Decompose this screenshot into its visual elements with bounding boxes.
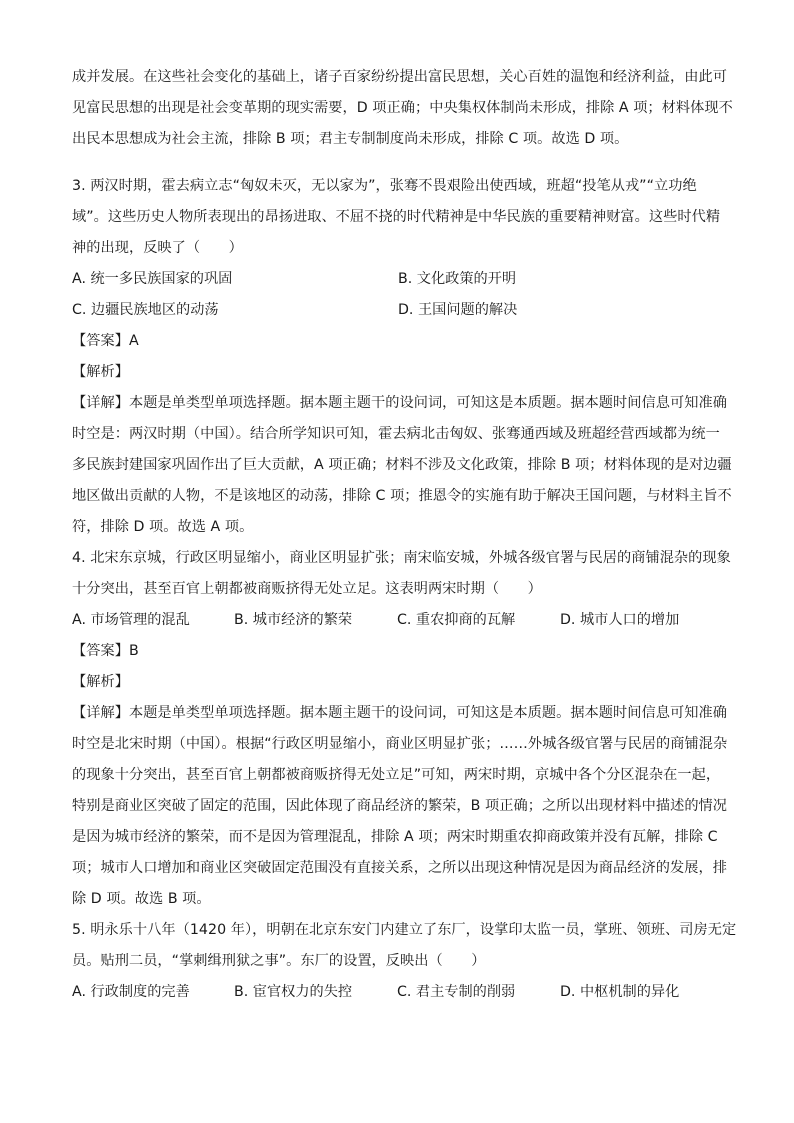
detail-line: 【详解】本题是单类型单项选择题。据本题主题干的设问词，可知这是本质题。据本题时间信息可知准确 (72, 705, 727, 721)
question-stem-line: 域”。这些历史人物所表现出的昂扬进取、不屈不挠的时代精神是中华民族的重要精神财富。这些时代精 (72, 209, 721, 225)
question-stem-line: 神的出现，反映了（ ） (72, 240, 243, 256)
option-a: A. 行政制度的完善 (72, 984, 190, 1000)
options-row (72, 264, 724, 295)
question-4 (72, 543, 731, 915)
detail-line: 时空是北宋时期（中国）。根据“行政区明显缩小，商业区明显扩张；……外城各级官署与民居的商铺混杂 (72, 736, 728, 752)
intro-paragraph (72, 62, 733, 155)
options-row (72, 977, 724, 1008)
analysis-label: 【解析】 (72, 364, 129, 380)
option-a: A. 统一多民族国家的巩固 (72, 271, 233, 287)
document-page (72, 62, 737, 1008)
options-row (72, 295, 724, 326)
option-b: B. 城市经济的繁荣 (234, 612, 353, 628)
detail-line: 多民族封建国家巩固作出了巨大贡献，A 项正确；材料不涉及文化政策，排除 B 项；材料体现的是对边疆 (72, 457, 732, 473)
option-c: C. 边疆民族地区的动荡 (72, 302, 219, 318)
intro-line: 见富民思想的出现是社会变革期的现实需要，D 项正确；中央集权体制尚未形成，排除 A 项；材料体现不 (72, 100, 733, 116)
option-a: A. 市场管理的混乱 (72, 612, 190, 628)
option-d: D. 王国问题的解决 (398, 302, 518, 318)
intro-line: 成并发展。在这些社会变化的基础上，诸子百家纷纷提出富民思想，关心百姓的温饱和经济利益，由此可 (72, 69, 727, 85)
option-d: D. 城市人口的增加 (560, 612, 680, 628)
detail-line: 【详解】本题是单类型单项选择题。据本题主题干的设问词，可知这是本质题。据本题时间信息可知准确 (72, 395, 727, 411)
detail-line: 除 D 项。故选 B 项。 (72, 891, 211, 907)
answer-label: 【答案】B (72, 643, 139, 659)
question-stem-line: 5. 明永乐十八年（1420 年），明朝在北京东安门内建立了东厂，设掌印太监一员，掌班、领班、司房无定 (72, 922, 737, 938)
option-c: C. 重农抑商的瓦解 (397, 612, 516, 628)
detail-line: 特别是商业区突破了固定的范围，因此体现了商品经济的繁荣，B 项正确；之所以出现材料中描述的情况 (72, 798, 728, 814)
detail-line: 时空是：两汉时期（中国）。结合所学知识可知，霍去病北击匈奴、张骞通西域及班超经营西域都为统一 (72, 426, 720, 442)
question-3 (72, 171, 732, 543)
options-row (72, 605, 724, 636)
question-stem-line: 十分突出，甚至百官上朝都被商贩挤得无处立足。这表明两宋时期（ ） (72, 581, 542, 597)
detail-line: 是因为城市经济的繁荣，而不是因为管理混乱，排除 A 项；两宋时期重农抑商政策并没有瓦解，排除 C (72, 829, 718, 845)
option-b: B. 宦官权力的失控 (234, 984, 353, 1000)
detail-line: 符，排除 D 项。故选 A 项。 (72, 519, 254, 535)
question-stem-line: 3. 两汉时期，霍去病立志“匈奴未灭，无以家为”，张骞不畏艰险出使西域，班超“投笔从戎”“立功绝 (72, 178, 697, 194)
answer-label: 【答案】A (72, 333, 139, 349)
option-c: C. 君主专制的削弱 (397, 984, 516, 1000)
intro-line: 出民本思想成为社会主流，排除 B 项；君主专制制度尚未形成，排除 C 项。故选 D 项。 (72, 131, 629, 147)
detail-line: 的现象十分突出，甚至百官上朝都被商贩挤得无处立足”可知，两宋时期，京城中各个分区混杂在一起， (72, 767, 721, 783)
option-b: B. 文化政策的开明 (398, 271, 517, 287)
analysis-label: 【解析】 (72, 674, 129, 690)
detail-line: 项；城市人口增加和商业区突破固定范围没有直接关系，之所以出现这种情况是因为商品经济的发展，排 (72, 860, 727, 876)
detail-line: 地区做出贡献的人物，不是该地区的动荡，排除 C 项；推恩令的实施有助于解决王国问题，与材料主旨不 (72, 488, 732, 504)
option-d: D. 中枢机制的异化 (560, 984, 680, 1000)
question-stem-line: 4. 北宋东京城，行政区明显缩小，商业区明显扩张；南宋临安城，外城各级官署与民居的商铺混杂的现象 (72, 550, 731, 566)
question-stem-line: 员。贴刑二员，“掌刺缉刑狱之事”。东厂的设置，反映出（ ） (72, 953, 486, 969)
question-5 (72, 915, 737, 1008)
